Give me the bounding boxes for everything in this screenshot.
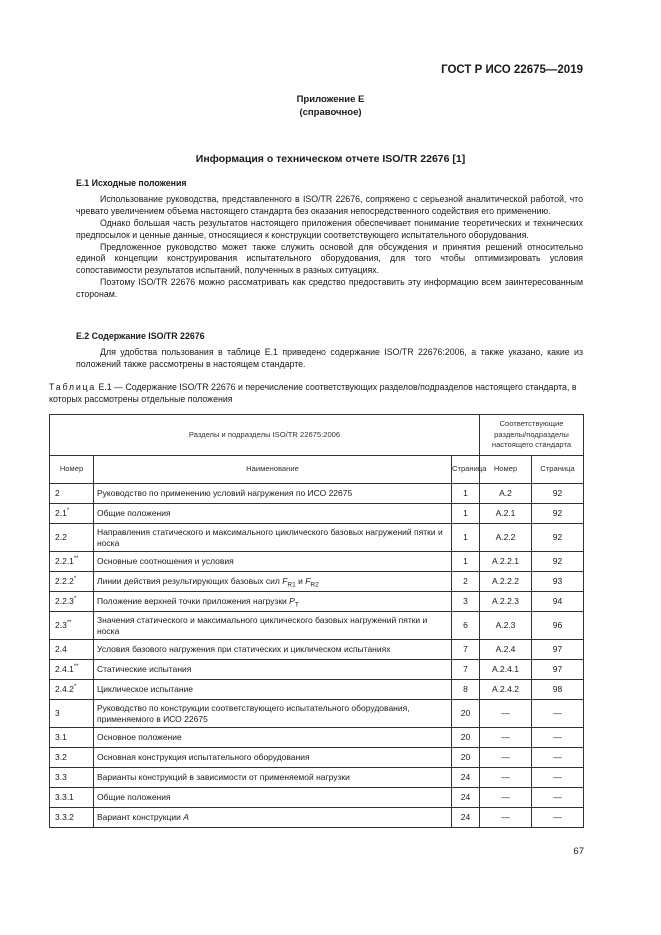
cell-page-2: —: [532, 728, 584, 748]
paragraph: Для удобства пользования в таблице Е.1 приведено содержание ISO/TR 22676:2006, а также указано, какие из положений также рассмотрены в настоящем стандарте.: [76, 346, 583, 369]
cell-name-text: Положение верхней точки приложения нагрузки: [97, 596, 290, 607]
cell-number-2: А.2.4: [480, 640, 532, 660]
appendix-heading: [0, 93, 661, 119]
table-row: [50, 640, 584, 660]
cell-page: 1: [452, 524, 480, 552]
paragraph: Поэтому ISO/TR 22676 можно рассматривать как средство предоставить эту информацию всем заинтересованным сторонам.: [76, 277, 583, 300]
cell-page-2: 93: [532, 572, 584, 592]
cell-page-2: 97: [532, 640, 584, 660]
cell-number-2: А.2.1: [480, 504, 532, 524]
table-row: [50, 660, 584, 680]
paragraph: Использование руководства, представленного в ISO/TR 22676, сопряжено с серьезной аналитической работой, что чревато увеличением объема настоящего стандарта без оказания непосредственного содействия его применению.: [76, 193, 583, 216]
table-row: [50, 768, 584, 788]
formula-symbol: F: [305, 576, 311, 587]
cell-name: [94, 808, 452, 828]
cell-name: Руководство по применению условий нагружения по ИСО 22675: [94, 484, 452, 504]
cell-number-text: 2.1: [55, 508, 67, 519]
paragraph: Предложенное руководство может также служить основой для обсуждения и принятия решений относительно единой концепции конструирования испытательного оборудования, для того чтобы оптимизировать условия сопоставимости результатов испытаний, полученных в разных ситуациях.: [76, 241, 583, 276]
cell-number: [50, 700, 94, 728]
appendix-subtitle: (справочное): [299, 107, 362, 118]
table-row: [50, 728, 584, 748]
footnote-marker: *: [73, 576, 77, 583]
cell-number: [50, 612, 94, 640]
cell-number-2: А.2.4.2: [480, 680, 532, 700]
cell-page: 20: [452, 700, 480, 728]
cell-name-text: Линии действия результирующих базовых сил: [97, 576, 283, 587]
section-e2: [76, 331, 583, 371]
cell-number-2: —: [480, 700, 532, 728]
section-heading: Е.2 Содержание ISO/TR 22676: [76, 331, 205, 341]
table-row: [50, 504, 584, 524]
cell-page-2: 96: [532, 612, 584, 640]
cell-name: Руководство по конструкции соответствующего испытательного оборудования, применяемого в ИСО 22675: [94, 700, 452, 728]
cell-number-2: А.2.2: [480, 524, 532, 552]
cell-number: [50, 808, 94, 828]
info-title: Информация о техническом отчете ISO/TR 22676 [1]: [195, 153, 466, 165]
cell-number-2: А.2.2.3: [480, 592, 532, 612]
table-row: [50, 524, 584, 552]
cell-number-text: 2.2.2: [55, 576, 74, 587]
cell-page: 1: [452, 484, 480, 504]
cell-number-text: 2.2.1: [55, 556, 74, 567]
cell-page: 24: [452, 808, 480, 828]
cell-number: [50, 640, 94, 660]
cell-number-2: А.2.4.1: [480, 660, 532, 680]
cell-page-2: 98: [532, 680, 584, 700]
table-caption-prefix: Таблица: [49, 382, 97, 392]
cell-name: [94, 572, 452, 592]
cell-page: 3: [452, 592, 480, 612]
cell-number-text: 3.3.1: [55, 792, 74, 803]
cell-page-2: 97: [532, 660, 584, 680]
cell-page-2: —: [532, 808, 584, 828]
cell-page: 7: [452, 640, 480, 660]
standard-number: ГОСТ Р ИСО 22675—2019: [441, 64, 583, 76]
formula-subscript: R2: [310, 581, 319, 589]
cell-page-2: 94: [532, 592, 584, 612]
footnote-marker: **: [66, 620, 72, 627]
table-caption-text: Е.1 — Содержание ISO/TR 22676 и перечисление соответствующих разделов/подразделов настоящего стандарта, в которых рассмотрены отдельные положения: [49, 382, 577, 404]
cell-number-text: 2: [55, 488, 60, 499]
cell-page: 6: [452, 612, 480, 640]
cell-page: 8: [452, 680, 480, 700]
cell-number: [50, 504, 94, 524]
paragraph: Однако большая часть результатов настоящего приложения обеспечивает понимание теоретических и технических предпосылок и ценные данные, относящиеся к конструкции соответствующего испытательного оборудования.: [76, 217, 583, 240]
footnote-marker: *: [73, 684, 77, 691]
table-caption: [49, 382, 583, 406]
cell-page-2: 92: [532, 504, 584, 524]
cell-number: [50, 728, 94, 748]
section-e1: [76, 178, 583, 301]
col-header-number: Номер: [50, 456, 94, 484]
table-row: [50, 700, 584, 728]
footnote-marker: *: [73, 596, 77, 603]
cell-page-2: 92: [532, 524, 584, 552]
cell-page-2: —: [532, 748, 584, 768]
cell-number-2: —: [480, 788, 532, 808]
cell-page-2: 92: [532, 552, 584, 572]
formula-symbol: P: [289, 596, 295, 607]
section-heading: Е.1 Исходные положения: [76, 178, 187, 188]
cell-number-2: А.2.3: [480, 612, 532, 640]
col-header-page-2: Страница: [532, 456, 584, 484]
contents-table: [49, 414, 584, 828]
cell-number-2: А.2.2.1: [480, 552, 532, 572]
cell-name: Условия базового нагружения при статических и циклическом испытаниях: [94, 640, 452, 660]
cell-name: Общие положения: [94, 788, 452, 808]
cell-number: [50, 660, 94, 680]
cell-page-2: —: [532, 788, 584, 808]
cell-page: 7: [452, 660, 480, 680]
col-header-number-2: Номер: [480, 456, 532, 484]
cell-number: [50, 552, 94, 572]
table-row: [50, 484, 584, 504]
cell-name: Статические испытания: [94, 660, 452, 680]
cell-number-text: 3.3.2: [55, 812, 74, 823]
cell-name: Значения статического и максимального циклического базовых нагружений пятки и носка: [94, 612, 452, 640]
cell-name: Циклическое испытание: [94, 680, 452, 700]
cell-number-text: 2.3: [55, 620, 67, 631]
cell-page-2: —: [532, 700, 584, 728]
cell-number-text: 2.4.1: [55, 664, 74, 675]
cell-number-2: —: [480, 728, 532, 748]
cell-page: 20: [452, 748, 480, 768]
cell-number: [50, 768, 94, 788]
cell-number-text: 3: [55, 708, 60, 719]
footnote-marker: **: [73, 556, 79, 563]
cell-number-text: 2.2.3: [55, 596, 74, 607]
table-row: [50, 592, 584, 612]
col-header-name: Наименование: [94, 456, 452, 484]
cell-name: [94, 592, 452, 612]
group-header-left: Разделы и подразделы ISO/TR 22675:2006: [50, 415, 480, 456]
cell-page: 2: [452, 572, 480, 592]
table-row: [50, 808, 584, 828]
cell-number: [50, 572, 94, 592]
table-row: [50, 680, 584, 700]
table-row: [50, 788, 584, 808]
cell-number: [50, 788, 94, 808]
formula-subscript: R1: [287, 581, 296, 589]
cell-name-text: Вариант конструкции: [97, 812, 184, 823]
table-row: [50, 612, 584, 640]
cell-number: [50, 524, 94, 552]
cell-number: [50, 680, 94, 700]
cell-page: 20: [452, 728, 480, 748]
table-row: [50, 748, 584, 768]
col-header-page: Страница: [452, 456, 480, 484]
cell-number-2: А.2.2.2: [480, 572, 532, 592]
cell-number-text: 3.2: [55, 752, 67, 763]
cell-number-2: —: [480, 768, 532, 788]
cell-number: [50, 484, 94, 504]
cell-number-text: 2.4: [55, 644, 67, 655]
cell-page: 24: [452, 768, 480, 788]
cell-page: 1: [452, 504, 480, 524]
group-header-right: Соответствующие разделы/подразделы настоящего стандарта: [480, 415, 584, 456]
cell-number-text: 3.3: [55, 772, 67, 783]
cell-name: Общие положения: [94, 504, 452, 524]
cell-name: Варианты конструкций в зависимости от применяемой нагрузки: [94, 768, 452, 788]
formula-symbol: A: [183, 812, 189, 823]
cell-number-2: —: [480, 748, 532, 768]
cell-name: Основная конструкция испытательного оборудования: [94, 748, 452, 768]
cell-page: 1: [452, 552, 480, 572]
cell-number-2: А.2: [480, 484, 532, 504]
page-number: 67: [573, 846, 584, 857]
appendix-title: Приложение Е: [296, 94, 365, 105]
cell-number-text: 2.2: [55, 532, 67, 543]
cell-number-text: 2.4.2: [55, 684, 74, 695]
footnote-marker: **: [73, 664, 79, 671]
formula-subscript: T: [294, 601, 299, 609]
cell-page-2: 92: [532, 484, 584, 504]
table-row: [50, 552, 584, 572]
cell-number: [50, 592, 94, 612]
cell-name: Основные соотношения и условия: [94, 552, 452, 572]
table-row: [50, 572, 584, 592]
cell-number-2: —: [480, 808, 532, 828]
cell-page: 24: [452, 788, 480, 808]
cell-name: Направления статического и максимального циклического базовых нагружений пятки и носка: [94, 524, 452, 552]
formula-symbol: F: [282, 576, 288, 587]
cell-name-text: и: [295, 576, 306, 587]
cell-name: Основное положение: [94, 728, 452, 748]
cell-page-2: —: [532, 768, 584, 788]
cell-number: [50, 748, 94, 768]
cell-number-text: 3.1: [55, 732, 67, 743]
footnote-marker: *: [66, 508, 70, 515]
